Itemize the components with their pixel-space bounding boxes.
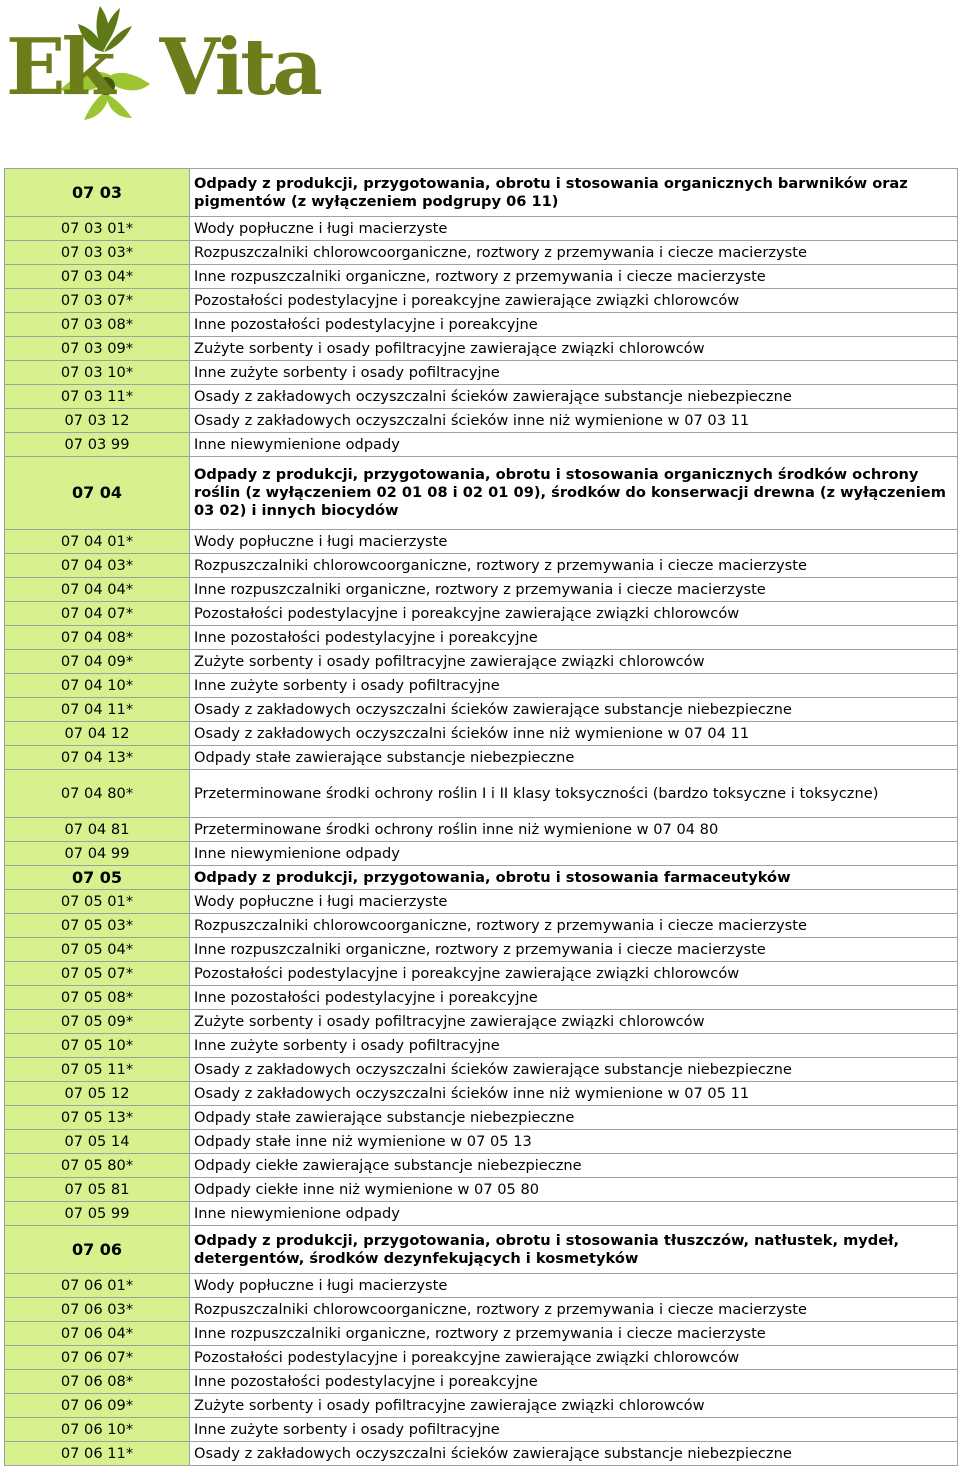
waste-description-cell: Pozostałości podestylacyjne i poreakcyjne zawierające związki chlorowców bbox=[190, 602, 958, 626]
waste-code-cell: 07 04 07* bbox=[5, 602, 190, 626]
waste-description-cell: Odpady stałe inne niż wymienione w 07 05 13 bbox=[190, 1130, 958, 1154]
waste-code-cell: 07 05 04* bbox=[5, 938, 190, 962]
table-row bbox=[5, 650, 958, 674]
table-row bbox=[5, 409, 958, 433]
waste-description-cell: Wody popłuczne i ługi macierzyste bbox=[190, 530, 958, 554]
waste-description-cell: Inne niewymienione odpady bbox=[190, 1202, 958, 1226]
table-row bbox=[5, 385, 958, 409]
waste-code-cell: 07 03 09* bbox=[5, 337, 190, 361]
table-row bbox=[5, 1130, 958, 1154]
waste-code-cell: 07 03 01* bbox=[5, 217, 190, 241]
table-row bbox=[5, 313, 958, 337]
table-row bbox=[5, 361, 958, 385]
waste-description-cell: Inne rozpuszczalniki organiczne, roztwory z przemywania i ciecze macierzyste bbox=[190, 1322, 958, 1346]
waste-description-cell: Inne niewymienione odpady bbox=[190, 842, 958, 866]
waste-description-cell: Zużyte sorbenty i osady pofiltracyjne zawierające związki chlorowców bbox=[190, 1010, 958, 1034]
waste-description-cell: Wody popłuczne i ługi macierzyste bbox=[190, 1274, 958, 1298]
table-row bbox=[5, 1034, 958, 1058]
waste-code-cell: 07 04 12 bbox=[5, 722, 190, 746]
waste-code-cell: 07 05 12 bbox=[5, 1082, 190, 1106]
waste-code-cell: 07 05 80* bbox=[5, 1154, 190, 1178]
table-group-row bbox=[5, 457, 958, 530]
waste-code-cell: 07 06 08* bbox=[5, 1370, 190, 1394]
waste-code-cell: 07 05 81 bbox=[5, 1178, 190, 1202]
waste-description-cell: Osady z zakładowych oczyszczalni ścieków inne niż wymienione w 07 03 11 bbox=[190, 409, 958, 433]
waste-code-cell: 07 05 13* bbox=[5, 1106, 190, 1130]
waste-description-cell: Rozpuszczalniki chlorowcoorganiczne, roztwory z przemywania i ciecze macierzyste bbox=[190, 914, 958, 938]
table-row bbox=[5, 1202, 958, 1226]
table-row bbox=[5, 890, 958, 914]
waste-description-cell: Osady z zakładowych oczyszczalni ścieków inne niż wymienione w 07 04 11 bbox=[190, 722, 958, 746]
table-row bbox=[5, 217, 958, 241]
waste-description-cell: Pozostałości podestylacyjne i poreakcyjne zawierające związki chlorowców bbox=[190, 962, 958, 986]
table-row bbox=[5, 914, 958, 938]
waste-code-cell: 07 04 03* bbox=[5, 554, 190, 578]
table-row bbox=[5, 578, 958, 602]
table-row bbox=[5, 602, 958, 626]
waste-code-cell: 07 06 bbox=[5, 1226, 190, 1274]
waste-description-cell: Wody popłuczne i ługi macierzyste bbox=[190, 217, 958, 241]
waste-description-cell: Inne zużyte sorbenty i osady pofiltracyjne bbox=[190, 1034, 958, 1058]
waste-code-cell: 07 04 10* bbox=[5, 674, 190, 698]
waste-code-cell: 07 05 01* bbox=[5, 890, 190, 914]
table-row bbox=[5, 1370, 958, 1394]
waste-code-cell: 07 05 09* bbox=[5, 1010, 190, 1034]
waste-description-cell: Przeterminowane środki ochrony roślin I i II klasy toksyczności (bardzo toksyczne i toksyczne) bbox=[190, 770, 958, 818]
waste-description-cell: Inne zużyte sorbenty i osady pofiltracyjne bbox=[190, 361, 958, 385]
waste-description-cell: Inne niewymienione odpady bbox=[190, 433, 958, 457]
table-row bbox=[5, 265, 958, 289]
waste-code-cell: 07 05 14 bbox=[5, 1130, 190, 1154]
waste-code-cell: 07 06 11* bbox=[5, 1442, 190, 1466]
waste-code-cell: 07 03 10* bbox=[5, 361, 190, 385]
table-row bbox=[5, 289, 958, 313]
waste-code-cell: 07 05 03* bbox=[5, 914, 190, 938]
waste-description-cell: Odpady z produkcji, przygotowania, obrotu i stosowania organicznych środków ochrony roślin (z wyłączeniem 02 01 08 i 02 01 09), środków do konserwacji drewna (z wyłączeniem 03 02) i innych biocydów bbox=[190, 457, 958, 530]
waste-description-cell: Inne pozostałości podestylacyjne i poreakcyjne bbox=[190, 626, 958, 650]
table-row bbox=[5, 241, 958, 265]
waste-code-table bbox=[4, 168, 958, 1466]
table-row bbox=[5, 674, 958, 698]
waste-description-cell: Przeterminowane środki ochrony roślin inne niż wymienione w 07 04 80 bbox=[190, 818, 958, 842]
table-row bbox=[5, 1298, 958, 1322]
waste-code-cell: 07 03 99 bbox=[5, 433, 190, 457]
waste-code-cell: 07 04 01* bbox=[5, 530, 190, 554]
waste-code-cell: 07 06 09* bbox=[5, 1394, 190, 1418]
table-row bbox=[5, 962, 958, 986]
waste-description-cell: Odpady z produkcji, przygotowania, obrotu i stosowania farmaceutyków bbox=[190, 866, 958, 890]
waste-description-cell: Zużyte sorbenty i osady pofiltracyjne zawierające związki chlorowców bbox=[190, 337, 958, 361]
table-row bbox=[5, 818, 958, 842]
waste-description-cell: Pozostałości podestylacyjne i poreakcyjne zawierające związki chlorowców bbox=[190, 289, 958, 313]
waste-description-cell: Osady z zakładowych oczyszczalni ścieków inne niż wymienione w 07 05 11 bbox=[190, 1082, 958, 1106]
waste-code-cell: 07 03 07* bbox=[5, 289, 190, 313]
table-row bbox=[5, 1082, 958, 1106]
waste-description-cell: Odpady z produkcji, przygotowania, obrotu i stosowania tłuszczów, natłustek, mydeł, detergentów, środków dezynfekujących i kosmetyków bbox=[190, 1226, 958, 1274]
table-row bbox=[5, 337, 958, 361]
waste-code-cell: 07 04 04* bbox=[5, 578, 190, 602]
waste-description-cell: Odpady ciekłe inne niż wymienione w 07 05 80 bbox=[190, 1178, 958, 1202]
waste-code-cell: 07 06 04* bbox=[5, 1322, 190, 1346]
table-row bbox=[5, 433, 958, 457]
table-row bbox=[5, 698, 958, 722]
table-row bbox=[5, 1178, 958, 1202]
table-row bbox=[5, 770, 958, 818]
table-row bbox=[5, 1442, 958, 1466]
ekovita-logo bbox=[0, 0, 319, 160]
waste-description-cell: Inne pozostałości podestylacyjne i poreakcyjne bbox=[190, 1370, 958, 1394]
waste-description-cell: Osady z zakładowych oczyszczalni ścieków zawierające substancje niebezpieczne bbox=[190, 385, 958, 409]
table-row bbox=[5, 1418, 958, 1442]
table-row bbox=[5, 1274, 958, 1298]
table-row bbox=[5, 1322, 958, 1346]
table-row bbox=[5, 530, 958, 554]
waste-code-cell: 07 05 bbox=[5, 866, 190, 890]
waste-code-cell: 07 03 bbox=[5, 169, 190, 217]
table-row bbox=[5, 722, 958, 746]
table-row bbox=[5, 842, 958, 866]
waste-description-cell: Inne rozpuszczalniki organiczne, roztwory z przemywania i ciecze macierzyste bbox=[190, 265, 958, 289]
table-row bbox=[5, 1010, 958, 1034]
waste-description-cell: Osady z zakładowych oczyszczalni ścieków zawierające substancje niebezpieczne bbox=[190, 1058, 958, 1082]
waste-table-body bbox=[5, 169, 958, 1466]
waste-description-cell: Odpady stałe zawierające substancje niebezpieczne bbox=[190, 1106, 958, 1130]
waste-code-cell: 07 03 03* bbox=[5, 241, 190, 265]
waste-description-cell: Inne pozostałości podestylacyjne i poreakcyjne bbox=[190, 313, 958, 337]
waste-code-cell: 07 04 80* bbox=[5, 770, 190, 818]
waste-code-cell: 07 04 81 bbox=[5, 818, 190, 842]
waste-code-cell: 07 03 08* bbox=[5, 313, 190, 337]
waste-code-cell: 07 06 03* bbox=[5, 1298, 190, 1322]
waste-description-cell: Odpady stałe zawierające substancje niebezpieczne bbox=[190, 746, 958, 770]
waste-code-cell: 07 06 01* bbox=[5, 1274, 190, 1298]
waste-code-cell: 07 05 07* bbox=[5, 962, 190, 986]
waste-code-cell: 07 04 bbox=[5, 457, 190, 530]
waste-code-cell: 07 05 99 bbox=[5, 1202, 190, 1226]
waste-code-cell: 07 06 07* bbox=[5, 1346, 190, 1370]
table-row bbox=[5, 1058, 958, 1082]
waste-description-cell: Odpady z produkcji, przygotowania, obrotu i stosowania organicznych barwników oraz pigmentów (z wyłączeniem podgrupy 06 11) bbox=[190, 169, 958, 217]
table-group-row bbox=[5, 169, 958, 217]
table-group-row bbox=[5, 1226, 958, 1274]
waste-description-cell: Osady z zakładowych oczyszczalni ścieków zawierające substancje niebezpieczne bbox=[190, 698, 958, 722]
waste-code-cell: 07 04 09* bbox=[5, 650, 190, 674]
waste-description-cell: Rozpuszczalniki chlorowcoorganiczne, roztwory z przemywania i ciecze macierzyste bbox=[190, 1298, 958, 1322]
waste-description-cell: Rozpuszczalniki chlorowcoorganiczne, roztwory z przemywania i ciecze macierzyste bbox=[190, 241, 958, 265]
waste-description-cell: Inne rozpuszczalniki organiczne, roztwory z przemywania i ciecze macierzyste bbox=[190, 578, 958, 602]
waste-description-cell: Odpady ciekłe zawierające substancje niebezpieczne bbox=[190, 1154, 958, 1178]
table-row bbox=[5, 626, 958, 650]
waste-code-cell: 07 04 13* bbox=[5, 746, 190, 770]
waste-code-cell: 07 05 08* bbox=[5, 986, 190, 1010]
waste-code-cell: 07 03 04* bbox=[5, 265, 190, 289]
waste-code-cell: 07 04 11* bbox=[5, 698, 190, 722]
waste-description-cell: Pozostałości podestylacyjne i poreakcyjne zawierające związki chlorowców bbox=[190, 1346, 958, 1370]
table-row bbox=[5, 938, 958, 962]
waste-description-cell: Rozpuszczalniki chlorowcoorganiczne, roztwory z przemywania i ciecze macierzyste bbox=[190, 554, 958, 578]
waste-description-cell: Inne pozostałości podestylacyjne i poreakcyjne bbox=[190, 986, 958, 1010]
waste-code-cell: 07 05 11* bbox=[5, 1058, 190, 1082]
waste-description-cell: Inne zużyte sorbenty i osady pofiltracyjne bbox=[190, 674, 958, 698]
waste-description-cell: Wody popłuczne i ługi macierzyste bbox=[190, 890, 958, 914]
table-group-row bbox=[5, 866, 958, 890]
table-row bbox=[5, 1154, 958, 1178]
waste-code-cell: 07 03 12 bbox=[5, 409, 190, 433]
table-row bbox=[5, 746, 958, 770]
waste-description-cell: Inne zużyte sorbenty i osady pofiltracyjne bbox=[190, 1418, 958, 1442]
logo-text: Ek Vita bbox=[6, 22, 319, 113]
table-row bbox=[5, 1394, 958, 1418]
waste-code-cell: 07 05 10* bbox=[5, 1034, 190, 1058]
table-row bbox=[5, 986, 958, 1010]
waste-code-cell: 07 03 11* bbox=[5, 385, 190, 409]
waste-description-cell: Inne rozpuszczalniki organiczne, roztwory z przemywania i ciecze macierzyste bbox=[190, 938, 958, 962]
waste-description-cell: Osady z zakładowych oczyszczalni ścieków zawierające substancje niebezpieczne bbox=[190, 1442, 958, 1466]
waste-code-cell: 07 04 99 bbox=[5, 842, 190, 866]
waste-description-cell: Zużyte sorbenty i osady pofiltracyjne zawierające związki chlorowców bbox=[190, 650, 958, 674]
table-row bbox=[5, 1106, 958, 1130]
waste-code-cell: 07 06 10* bbox=[5, 1418, 190, 1442]
table-row bbox=[5, 554, 958, 578]
table-row bbox=[5, 1346, 958, 1370]
waste-description-cell: Zużyte sorbenty i osady pofiltracyjne zawierające związki chlorowców bbox=[190, 1394, 958, 1418]
waste-code-cell: 07 04 08* bbox=[5, 626, 190, 650]
